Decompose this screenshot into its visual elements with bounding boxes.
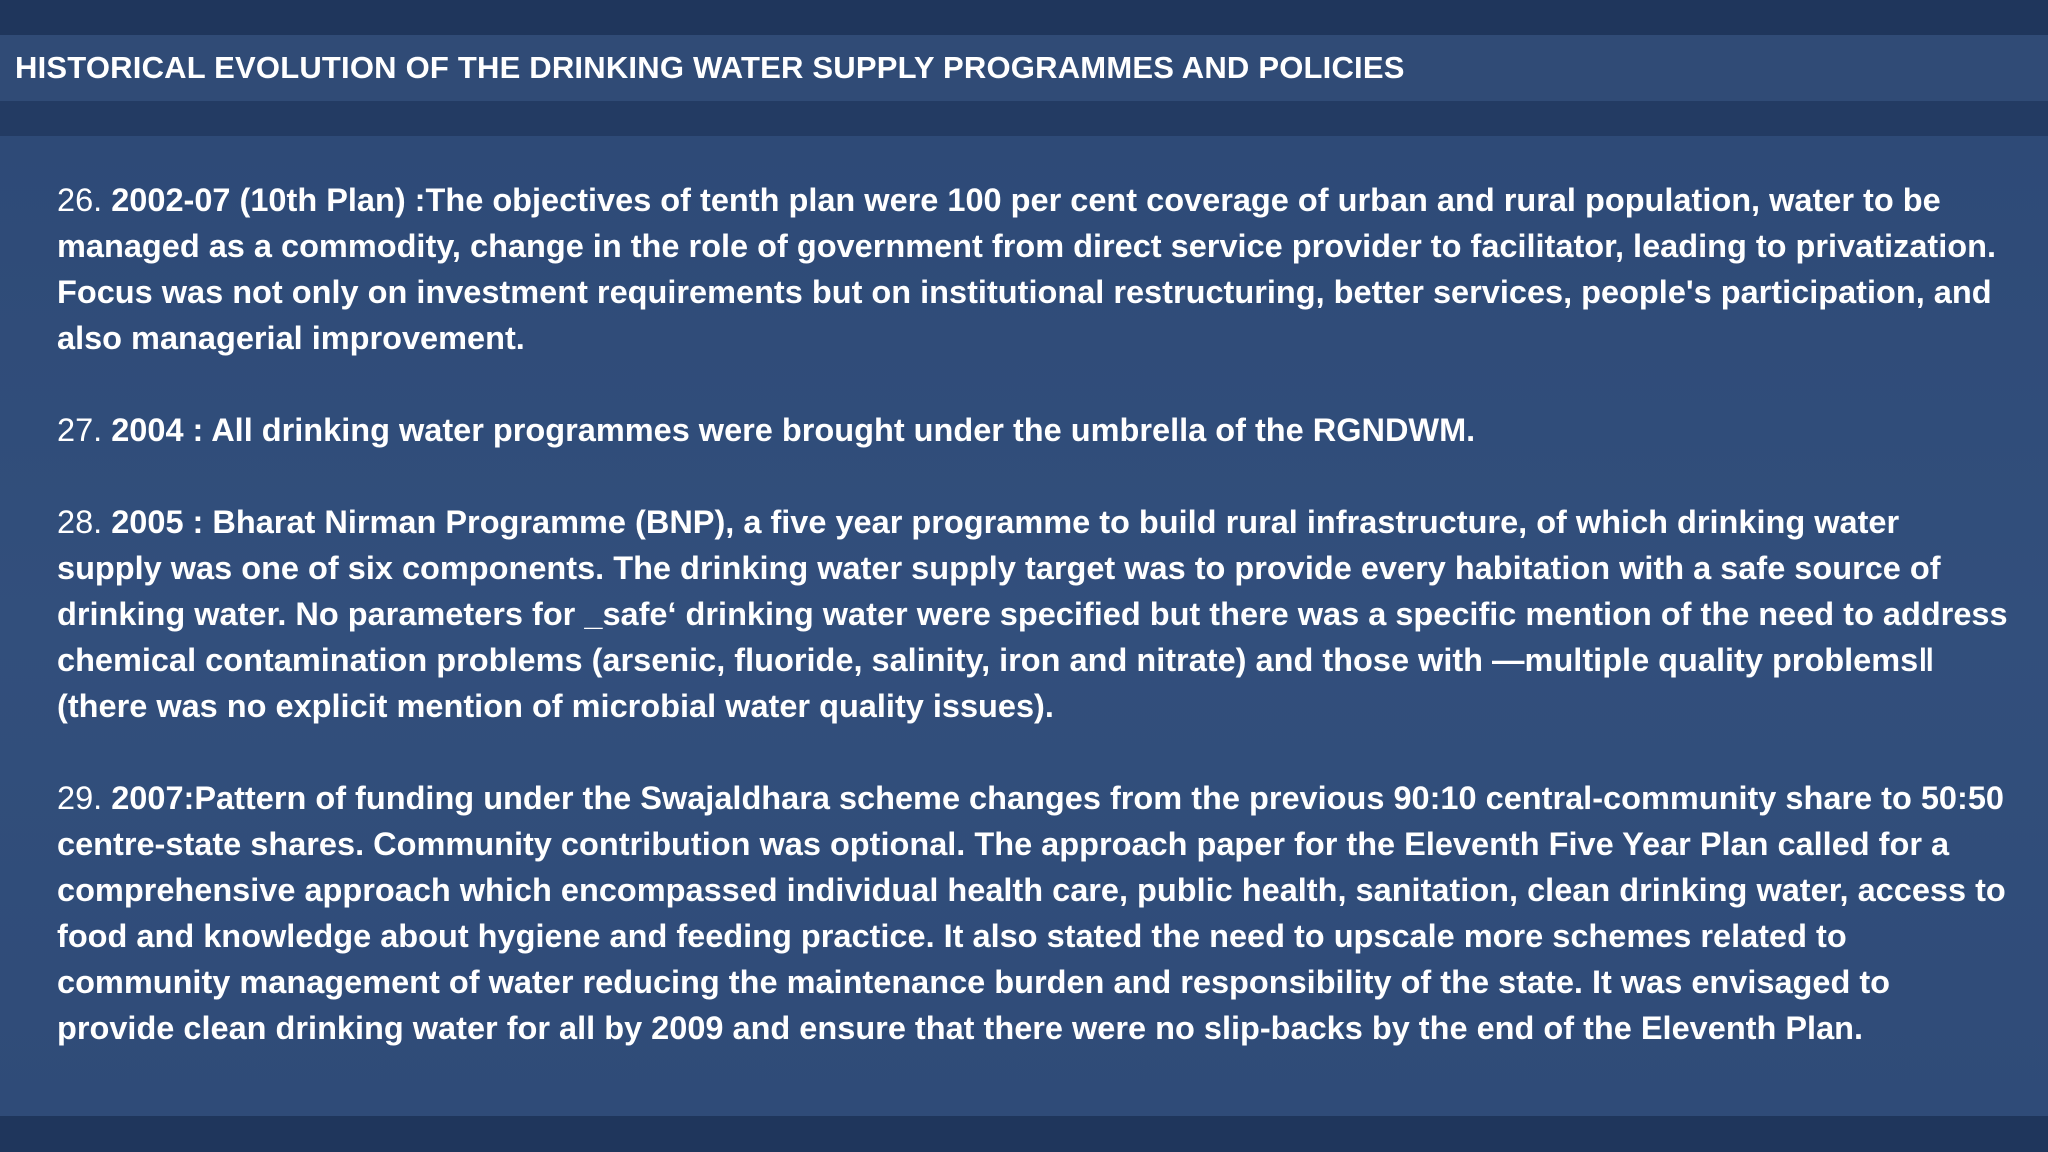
entry-text: 2004 : All drinking water programmes were brought under the umbrella of the RGNDWM.: [111, 412, 1476, 448]
entry-29: [57, 775, 2008, 1051]
title-bar: [0, 35, 2048, 101]
slide-title: HISTORICAL EVOLUTION OF THE DRINKING WATER SUPPLY PROGRAMMES AND POLICIES: [15, 50, 1405, 85]
separator-band: [0, 101, 2048, 136]
entry-28: [57, 499, 2008, 729]
entry-text: 2007:Pattern of funding under the Swajaldhara scheme changes from the previous 90:10 central-community share to 50:50 centre-state shares. Community contribution was optional. The approach paper for the Eleventh Five Year Plan called for a comprehensive approach which encompassed individual health care, public health, sanitation, clean drinking water, access to food and knowledge about hygiene and feeding practice. It also stated the need to upscale more schemes related to community management of water reducing the maintenance burden and responsibility of the state. It was envisaged to provide clean drinking water for all by 2009 and ensure that there were no slip-backs by the end of the Eleventh Plan.: [57, 780, 2006, 1046]
content-panel: [0, 136, 2048, 1116]
top-band: [0, 0, 2048, 35]
entry-number: 29.: [57, 780, 112, 816]
entry-text: 2002-07 (10th Plan) :The objectives of tenth plan were 100 per cent coverage of urban and rural population, water to be managed as a commodity, change in the role of government from direct service provider to facilitator, leading to privatization. Focus was not only on investment requirements but on institutional restructuring, better services, people's participation, and also managerial improvement.: [57, 182, 1996, 356]
bottom-band: [0, 1116, 2048, 1152]
entry-27: [57, 407, 2008, 453]
entry-number: 27.: [57, 412, 112, 448]
entry-number: 26.: [57, 182, 112, 218]
entry-text: 2005 : Bharat Nirman Programme (BNP), a five year programme to build rural infrastructure, of which drinking water supply was one of six components. The drinking water supply target was to provide every habitation with a safe source of drinking water. No parameters for _safe‘ drinking water were specified but there was a specific mention of the need to address chemical contamination problems (arsenic, fluoride, salinity, iron and nitrate) and those with ―multiple quality problems‖ (there was no explicit mention of microbial water quality issues).: [57, 504, 2008, 724]
entry-number: 28.: [57, 504, 112, 540]
entry-26: [57, 177, 2008, 361]
